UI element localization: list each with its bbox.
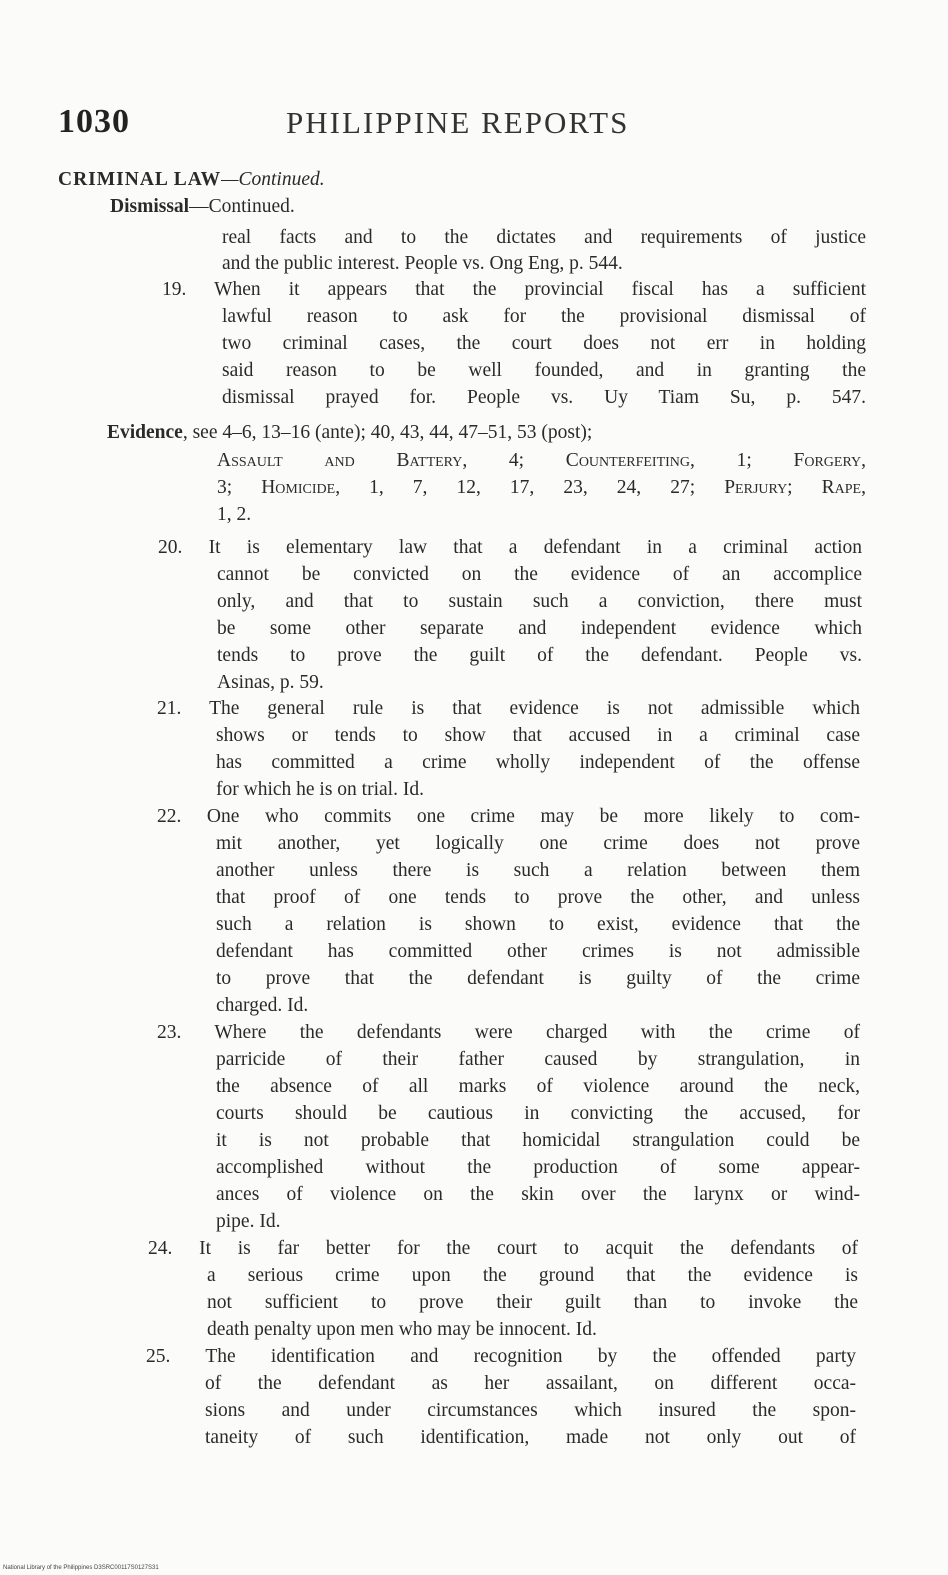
text-line: 19. When it appears that the provincial fiscal has a sufficient: [162, 279, 866, 300]
page-number: 1030: [58, 103, 130, 140]
text-line: shows or tends to show that accused in a criminal case: [216, 725, 860, 746]
page-header: [58, 103, 878, 143]
text-line: 24. It is far better for the court to acquit the defendants of: [148, 1238, 858, 1259]
text-line: not sufficient to prove their guilt than to invoke the: [207, 1292, 858, 1313]
text-line: see 4–6, 13–16 (ante); 40, 43, 44, 47–51, 53 (post);: [192, 422, 593, 443]
text-line: pipe. Id.: [216, 1211, 281, 1232]
text-line: Assault and Battery, 4; Counterfeiting, 1; Forgery,: [217, 450, 866, 471]
text-line: to prove that the defendant is guilty of the crime: [216, 968, 860, 989]
text-line: sions and under circumstances which insured the spon-: [205, 1400, 856, 1421]
text-line: 21. The general rule is that evidence is not admissible which: [157, 698, 860, 719]
text-line: of the defendant as her assailant, on different occa-: [205, 1373, 856, 1394]
scan-footer: National Library of the Philippines D3SRC00117S0127S31: [3, 1565, 159, 1571]
text-line: 20. It is elementary law that a defendant in a criminal action: [158, 537, 862, 558]
text-line: charged. Id.: [216, 995, 309, 1016]
evidence-heading-line: Evidence, see 4–6, 13–16 (ante); 40, 43, 44, 47–51, 53 (post);: [107, 422, 593, 443]
text-line: Asinas, p. 59.: [217, 672, 324, 693]
text-line: real facts and to the dictates and requirements of justice: [222, 227, 866, 248]
text-line: death penalty upon men who may be innocent. Id.: [207, 1319, 597, 1340]
running-title: PHILIPPINE REPORTS: [286, 105, 630, 140]
subsection-heading: [110, 194, 295, 220]
text-line: be some other separate and independent evidence which: [217, 618, 862, 639]
text-line: tends to prove the guilt of the defendant. People vs.: [217, 645, 862, 666]
text-line: only, and that to sustain such a conviction, there must: [217, 591, 862, 612]
text-line: mit another, yet logically one crime does not prove: [216, 833, 860, 854]
text-line: it is not probable that homicidal strangulation could be: [216, 1130, 860, 1151]
text-line: said reason to be well founded, and in granting the: [222, 360, 866, 381]
text-line: two criminal cases, the court does not err in holding: [222, 333, 866, 354]
text-line: parricide of their father caused by strangulation, in: [216, 1049, 860, 1070]
section-continued: —Continued.: [221, 169, 325, 190]
text-line: 23. Where the defendants were charged with the crime of: [157, 1022, 860, 1043]
text-line: defendant has committed other crimes is not admissible: [216, 941, 860, 962]
text-line: has committed a crime wholly independent of the offense: [216, 752, 860, 773]
text-line: 3; Homicide, 1, 7, 12, 17, 23, 24, 27; Perjury; Rape,: [217, 477, 866, 498]
text-line: 1, 2.: [217, 504, 252, 525]
text-line: cannot be convicted on the evidence of an accomplice: [217, 564, 862, 585]
text-line: the absence of all marks of violence around the neck,: [216, 1076, 860, 1097]
text-line: a serious crime upon the ground that the evidence is: [207, 1265, 858, 1286]
text-line: and the public interest. People vs. Ong Eng, p. 544.: [222, 253, 623, 274]
section-title: CRIMINAL LAW: [58, 169, 222, 190]
text-line: lawful reason to ask for the provisional dismissal of: [222, 306, 866, 327]
evidence-heading: Evidence: [107, 422, 183, 443]
text-line: that proof of one tends to prove the other, and unless: [216, 887, 860, 908]
text-line: courts should be cautious in convicting the accused, for: [216, 1103, 860, 1124]
text-line: another unless there is such a relation between them: [216, 860, 860, 881]
text-line: for which he is on trial. Id.: [216, 779, 424, 800]
text-line: dismissal prayed for. People vs. Uy Tiam Su, p. 547.: [222, 387, 866, 408]
subsection-title: Dismissal: [110, 196, 190, 217]
section-heading: [58, 167, 325, 193]
text-line: ances of violence on the skin over the larynx or wind-: [216, 1184, 860, 1205]
text-line: such a relation is shown to exist, evidence that the: [216, 914, 860, 935]
text-line: accomplished without the production of some appear-: [216, 1157, 860, 1178]
text-line: taneity of such identification, made not only out of: [205, 1427, 856, 1448]
text-line: 22. One who commits one crime may be more likely to com-: [157, 806, 860, 827]
subsection-continued: —Continued.: [189, 196, 295, 217]
text-line: 25. The identification and recognition by the offended party: [146, 1346, 856, 1367]
